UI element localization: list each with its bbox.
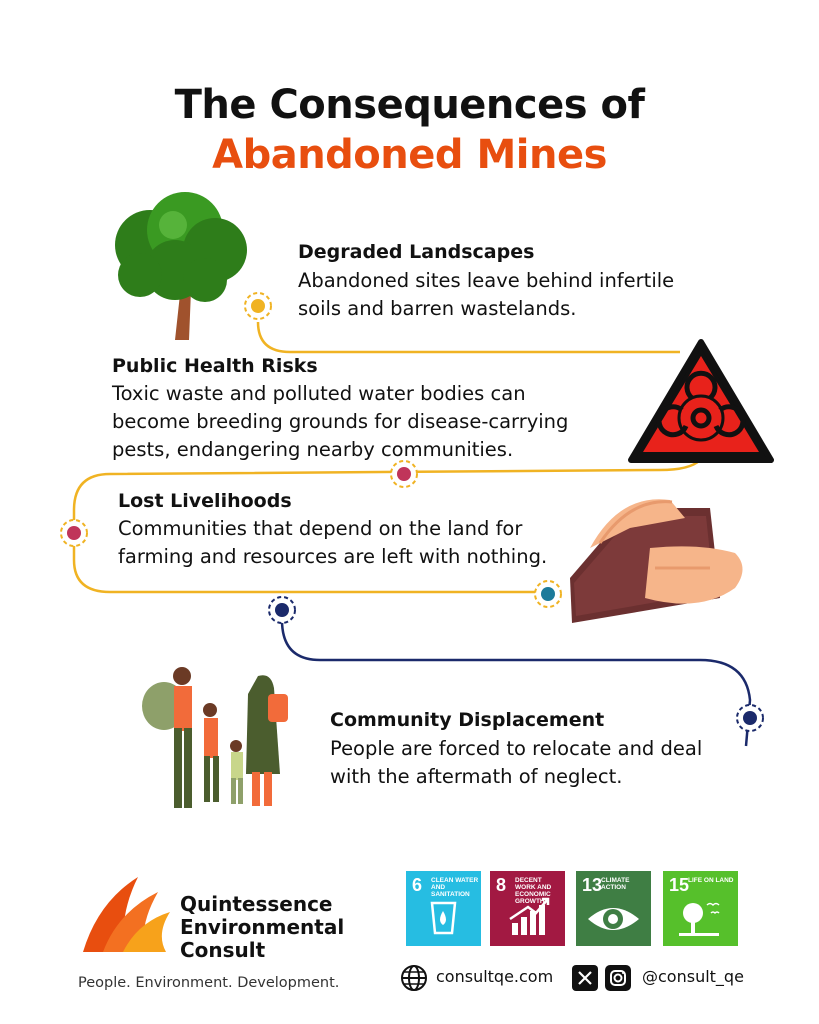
section-text: Abandoned sites leave behind infertile soils and barren wastelands.: [298, 269, 675, 320]
section-heading: Degraded Landscapes: [298, 241, 535, 263]
brand-tagline: People. Environment. Development.: [78, 975, 340, 991]
social-handle[interactable]: @consult_qe: [642, 967, 744, 986]
tree-icon: [105, 190, 255, 345]
sdg-tile-13: 13 CLIMATE ACTION: [576, 871, 651, 946]
page-title-line2: Abandoned Mines: [212, 132, 607, 178]
timeline-dot: [535, 581, 561, 607]
page-title-line1: The Consequences of: [174, 82, 645, 128]
section-heading: Lost Livelihoods: [118, 490, 292, 512]
timeline-dot: [391, 461, 417, 487]
sdg-tile-8: 8 DECENT WORK AND ECONOMIC GROWTH: [490, 871, 565, 946]
globe-icon: [400, 964, 428, 992]
eye-globe-icon: [576, 871, 651, 946]
growth-chart-icon: [490, 871, 565, 946]
water-drop-icon: [406, 871, 481, 946]
section-text: Toxic waste and polluted water bodies can become breeding grounds for disease-carrying pests, endangering nearby communities.: [112, 382, 569, 461]
biohazard-icon: [628, 338, 774, 466]
sdg-tile-15: 15 LIFE ON LAND: [663, 871, 738, 946]
website-link[interactable]: consultqe.com: [436, 967, 554, 986]
timeline-dot: [61, 520, 87, 546]
tree-birds-icon: [663, 871, 738, 946]
section-text: Communities that depend on the land for farming and resources are left with nothing.: [118, 517, 548, 568]
section-heading: Public Health Risks: [112, 355, 318, 377]
sdg-tile-6: 6 CLEAN WATER AND SANITATION: [406, 871, 481, 946]
displaced-family-icon: [136, 664, 296, 814]
section-text: People are forced to relocate and deal with the aftermath of neglect.: [330, 737, 703, 788]
brand-name: Quintessence Environmental Consult: [180, 892, 345, 962]
instagram-icon[interactable]: [605, 965, 631, 991]
timeline-dot: [737, 705, 763, 731]
section-heading: Community Displacement: [330, 709, 605, 731]
timeline-dot: [269, 597, 295, 623]
x-icon[interactable]: [572, 965, 598, 991]
empty-wallet-icon: [560, 488, 750, 628]
brand-logo: [78, 872, 173, 957]
